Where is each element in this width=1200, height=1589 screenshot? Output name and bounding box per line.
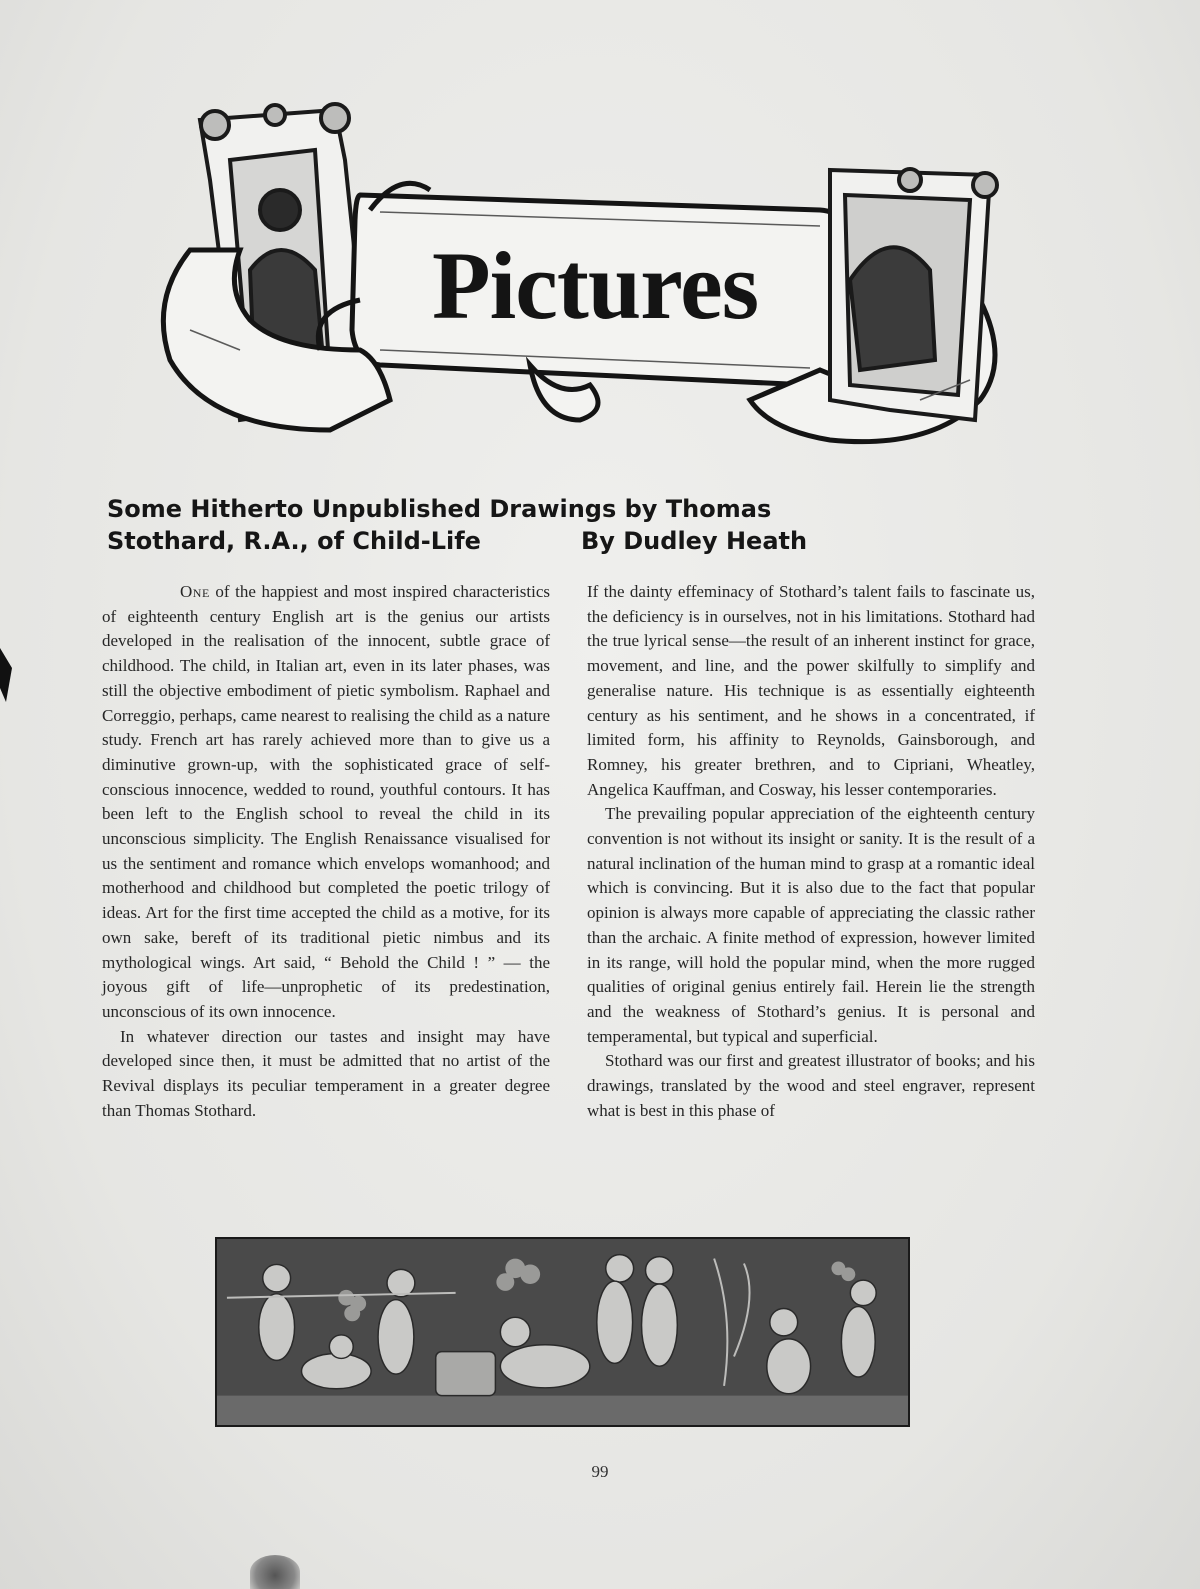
right-paragraph-1: If the dainty effeminacy of Stothard’s talent fails to fascinate us, the deficiency is in ourselves, not in his limitations. Stothard had the true lyrical sense—the result of an inherent instinct for grace, movement, and line, and the power skilfully to simplify and generalise nature. His technique is as essentially eighteenth century as his sentiment, and he shows in a concentrated, if limited form, his affinity to Reynolds, Gainsborough, and Romney, his greater brethren, and to Cipriani, Wheatley, Angelica Kauffman, and Cosway, his lesser contemporaries. [587, 582, 1035, 799]
left-paragraph-1 [102, 580, 550, 1025]
headline-line-2 [107, 525, 937, 557]
right-picture-frame [830, 169, 997, 420]
left-paragraph-2: In whatever direction our tastes and insight may have developed since then, it must be admitted that no artist of the Revival displays its peculiar temperament in a greater degree than Thomas Stothard. [102, 1026, 550, 1120]
banner-title: Pictures [431, 232, 759, 339]
headline-line-1 [107, 493, 937, 525]
drop-lead-word: One [180, 582, 210, 601]
thumb-smudge [250, 1555, 300, 1589]
left-column [102, 580, 550, 1123]
article-headline [107, 493, 937, 557]
page-number: 99 [591, 1462, 609, 1481]
headline-title-part-2: Stothard, R.A., of Child-Life [107, 527, 481, 555]
putti-frieze-illustration [215, 1237, 910, 1427]
right-paragraph-2: The prevailing popular appreciation of the eighteenth century convention is not without its insight or sanity. It is the result of a natural inclination of the human mind to grasp at a romantic ideal which is convincing. But it is also due to the fact that popular opinion is always more capable of appreciating the classic rather than the archaic. A finite method of expression, however limited in its range, will hold the popular mind, when the more rugged qualities of original genius entirely fail. Herein lie the strength and the weakness of Stothard’s genius. It is personal and temperamental, but typical and superficial. [587, 804, 1035, 1046]
putti-drawing [217, 1239, 908, 1425]
pictures-banner [130, 100, 1030, 460]
right-column [587, 580, 1035, 1123]
headline-title-part-1: Some Hitherto Unpublished Drawings by Thomas [107, 495, 772, 523]
left-paragraph-1-text: of the happiest and most inspired characteristics of eighteenth century English art is the genius our artists developed in the realisation of the innocent, subtle grace of childhood. The child, in Italian art, even in its later phases, was still the objective embodiment of pietic symbolism. Raphael and Correggio, perhaps, came nearest to realising the child as a nature study. French art has rarely achieved more than to give us a diminutive grown-up, with the sophisticated grace of self-conscious innocence, wedded to round, youthful contours. It has been left to the English school to reveal the child in its unconscious simplicity. The English Renaissance visualised for us the sentiment and romance which envelops womanhood; and motherhood and childhood but completed the poetic trilogy of ideas. Art for the first time accepted the child as a motive, for its own sake, bereft of its traditional pietic nimbus and its mythological wings. Art said, “ Behold the Child ! ” — the joyous gift of life—unprophetic of its predestination, unconscious of its own innocence. [102, 582, 550, 1021]
author-byline: By Dudley Heath [580, 527, 808, 555]
margin-ink-mark [0, 648, 12, 702]
right-paragraph-3: Stothard was our first and greatest illustrator of books; and his drawings, translated by the wood and steel engraver, represent what is best in this phase of [587, 1051, 1035, 1120]
